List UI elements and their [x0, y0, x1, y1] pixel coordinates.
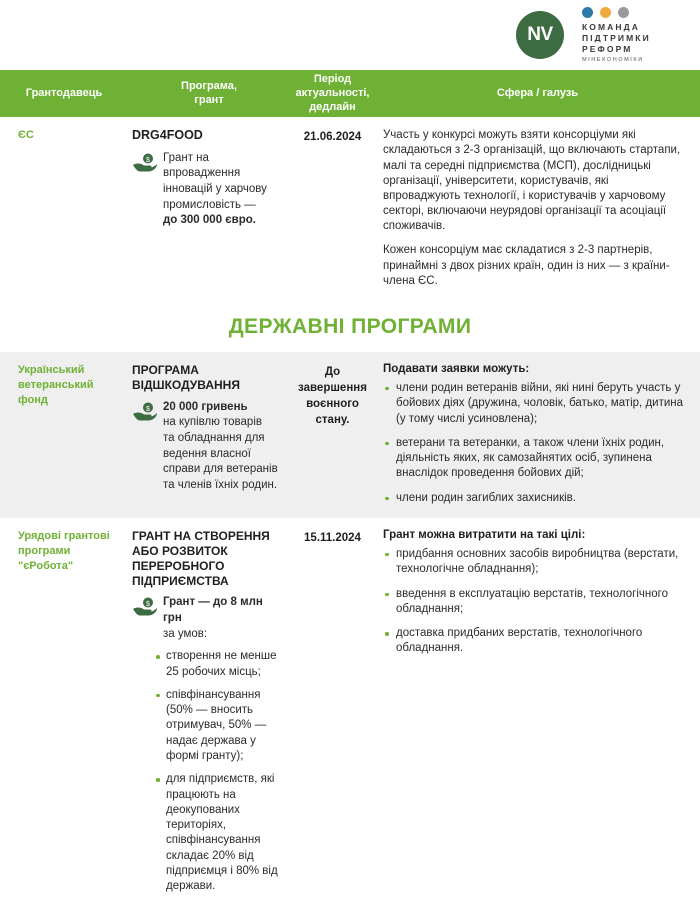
amount-description [163, 595, 282, 642]
cell-grantor [0, 363, 128, 408]
hand-with-coin-icon [132, 153, 158, 178]
cell-period [290, 529, 375, 546]
amount-line-1: на купівлю товарів [163, 416, 262, 429]
amount-block [132, 151, 282, 229]
cell-grantor [0, 529, 128, 574]
cell-program [128, 529, 290, 903]
cell-sphere [375, 128, 700, 289]
cell-sphere [375, 363, 700, 506]
cell-sphere [375, 529, 700, 657]
list-item: введення в експлуатацію верстатів, технологічного обладнання; [383, 587, 686, 618]
amount-line-2: інновацій у харчову [163, 183, 267, 195]
list-item: створення не менше 25 робочих місць; [154, 649, 282, 680]
list-item: для підприємств, які працюють на деокупованих територіях, співфінансування складає 20% від підприємця і 80% від держави. [154, 772, 282, 894]
sphere-lead-text: Грант можна витратити на такі цілі: [383, 528, 586, 541]
amount-line-2: та обладнання для [163, 431, 265, 444]
description-paragraph: Кожен консорціум має складатися з 2-3 партнерів, принаймні з двох різних країн, один із них — з країни-члена ЄС. [383, 244, 670, 287]
brand-dots [582, 7, 692, 18]
column-header-period: Період актуальності, дедлайн [295, 73, 370, 113]
column-header-sphere: Сфера / галузь [496, 86, 579, 99]
grantor-name: Український ветеранський фонд [18, 363, 94, 406]
deadline-date: До завершення воєнного стану. [298, 365, 367, 427]
hand-with-coin-icon [132, 402, 158, 427]
deadline-date: 15.11.2024 [304, 531, 361, 544]
team-subtitle: МІНЕКОНОМІКИ [582, 57, 644, 64]
program-title: ГРАНТ НА СТВОРЕННЯ АБО РОЗВИТОК ПЕРЕРОБНОГО ПІДПРИЄМСТВА [132, 528, 270, 588]
amount-line-4: справи для ветеранів [163, 463, 278, 476]
team-line-3: РЕФОРМ [582, 44, 633, 55]
cell-program [128, 128, 290, 229]
program-title: DRG4FOOD [132, 128, 203, 143]
hand-with-coin-icon [132, 597, 158, 622]
team-line-2: ПІДТРИМКИ [582, 32, 651, 43]
team-line-1: КОМАНДА [582, 21, 641, 32]
brand-dot-blue-icon [582, 7, 593, 18]
table-header-row [0, 70, 700, 117]
grantor-name: ЄС [18, 129, 34, 142]
brand-dot-orange-icon [600, 7, 611, 18]
table-row [0, 352, 700, 518]
cell-period [290, 363, 375, 428]
amount-value: до 300 000 євро. [163, 214, 256, 227]
conditions-wrapper [132, 649, 282, 894]
amount-line-1: за умов: [163, 627, 208, 640]
amount-description [163, 400, 278, 494]
conditions-list [154, 649, 282, 894]
column-header-program: Програма, грант [181, 79, 237, 106]
section-banner [0, 301, 700, 352]
svg-text:$: $ [146, 601, 150, 609]
amount-block [132, 400, 282, 494]
nv-logo-text: NV [527, 24, 553, 45]
cell-grantor [0, 128, 128, 143]
program-title: ПРОГРАМА ВІДШКОДУВАННЯ [132, 362, 240, 392]
eligibility-list [383, 381, 686, 506]
amount-line-5: та членів їхніх родин. [163, 478, 278, 491]
amount-value: 20 000 гривень [163, 400, 248, 413]
list-item: співфінансування (50% — вносить отримувач, 50% — надає держава у формі гранту); [154, 688, 282, 764]
description-paragraph: Участь у конкурсі можуть взяти консорціуми які складаються з 2-3 організацій, що включають стартапи, малі та середні підприємства (МСП), дослідницькі організації, університети, користувачів, які впроваджують технології, і користувачів у харчовому секторі, включаючи неурядові організації та асоціації споживачів. [383, 129, 681, 233]
grantor-name: Урядові грантові програми "єРобота" [18, 529, 110, 572]
amount-block [132, 595, 282, 642]
table-row [0, 518, 700, 915]
branding-header [0, 0, 700, 70]
list-item: члени родин загиблих захисників. [383, 491, 686, 506]
svg-text:$: $ [146, 405, 150, 413]
amount-line-3: ведення власної [163, 447, 251, 460]
table-row [0, 117, 700, 301]
cell-program [128, 363, 290, 494]
usage-list [383, 547, 686, 657]
cell-period [290, 128, 375, 145]
deadline-date: 21.06.2024 [303, 131, 362, 144]
team-branding [582, 7, 692, 64]
amount-line-1: Грант на впровадження [163, 151, 241, 180]
column-header-grantor: Грантодавець [25, 86, 103, 99]
nv-logo [516, 11, 564, 59]
amount-description [163, 151, 282, 229]
section-banner-title: ДЕРЖАВНІ ПРОГРАМИ [228, 314, 472, 338]
sphere-lead-text: Подавати заявки можуть: [383, 362, 530, 375]
brand-dot-gray-icon [618, 7, 629, 18]
svg-text:$: $ [146, 156, 150, 164]
amount-line-3: промисловість — [163, 198, 256, 211]
list-item: доставка придбаних верстатів, технологічного обладнання. [383, 626, 686, 657]
list-item: придбання основних засобів виробництва (верстати, технологічне обладнання); [383, 547, 686, 578]
list-item: ветерани та ветеранки, а також члени їхніх родин, діяльність яких, як самозайнятих осіб, зупинена внаслідок проведення бойових дій; [383, 436, 686, 482]
amount-value: Грант — до 8 млн грн [163, 596, 263, 625]
list-item: члени родин ветеранів війни, які нині беруть участь у бойових діях (дружина, чоловік, батько, матір, дитина (у тому числі усиновлена); [383, 381, 686, 427]
